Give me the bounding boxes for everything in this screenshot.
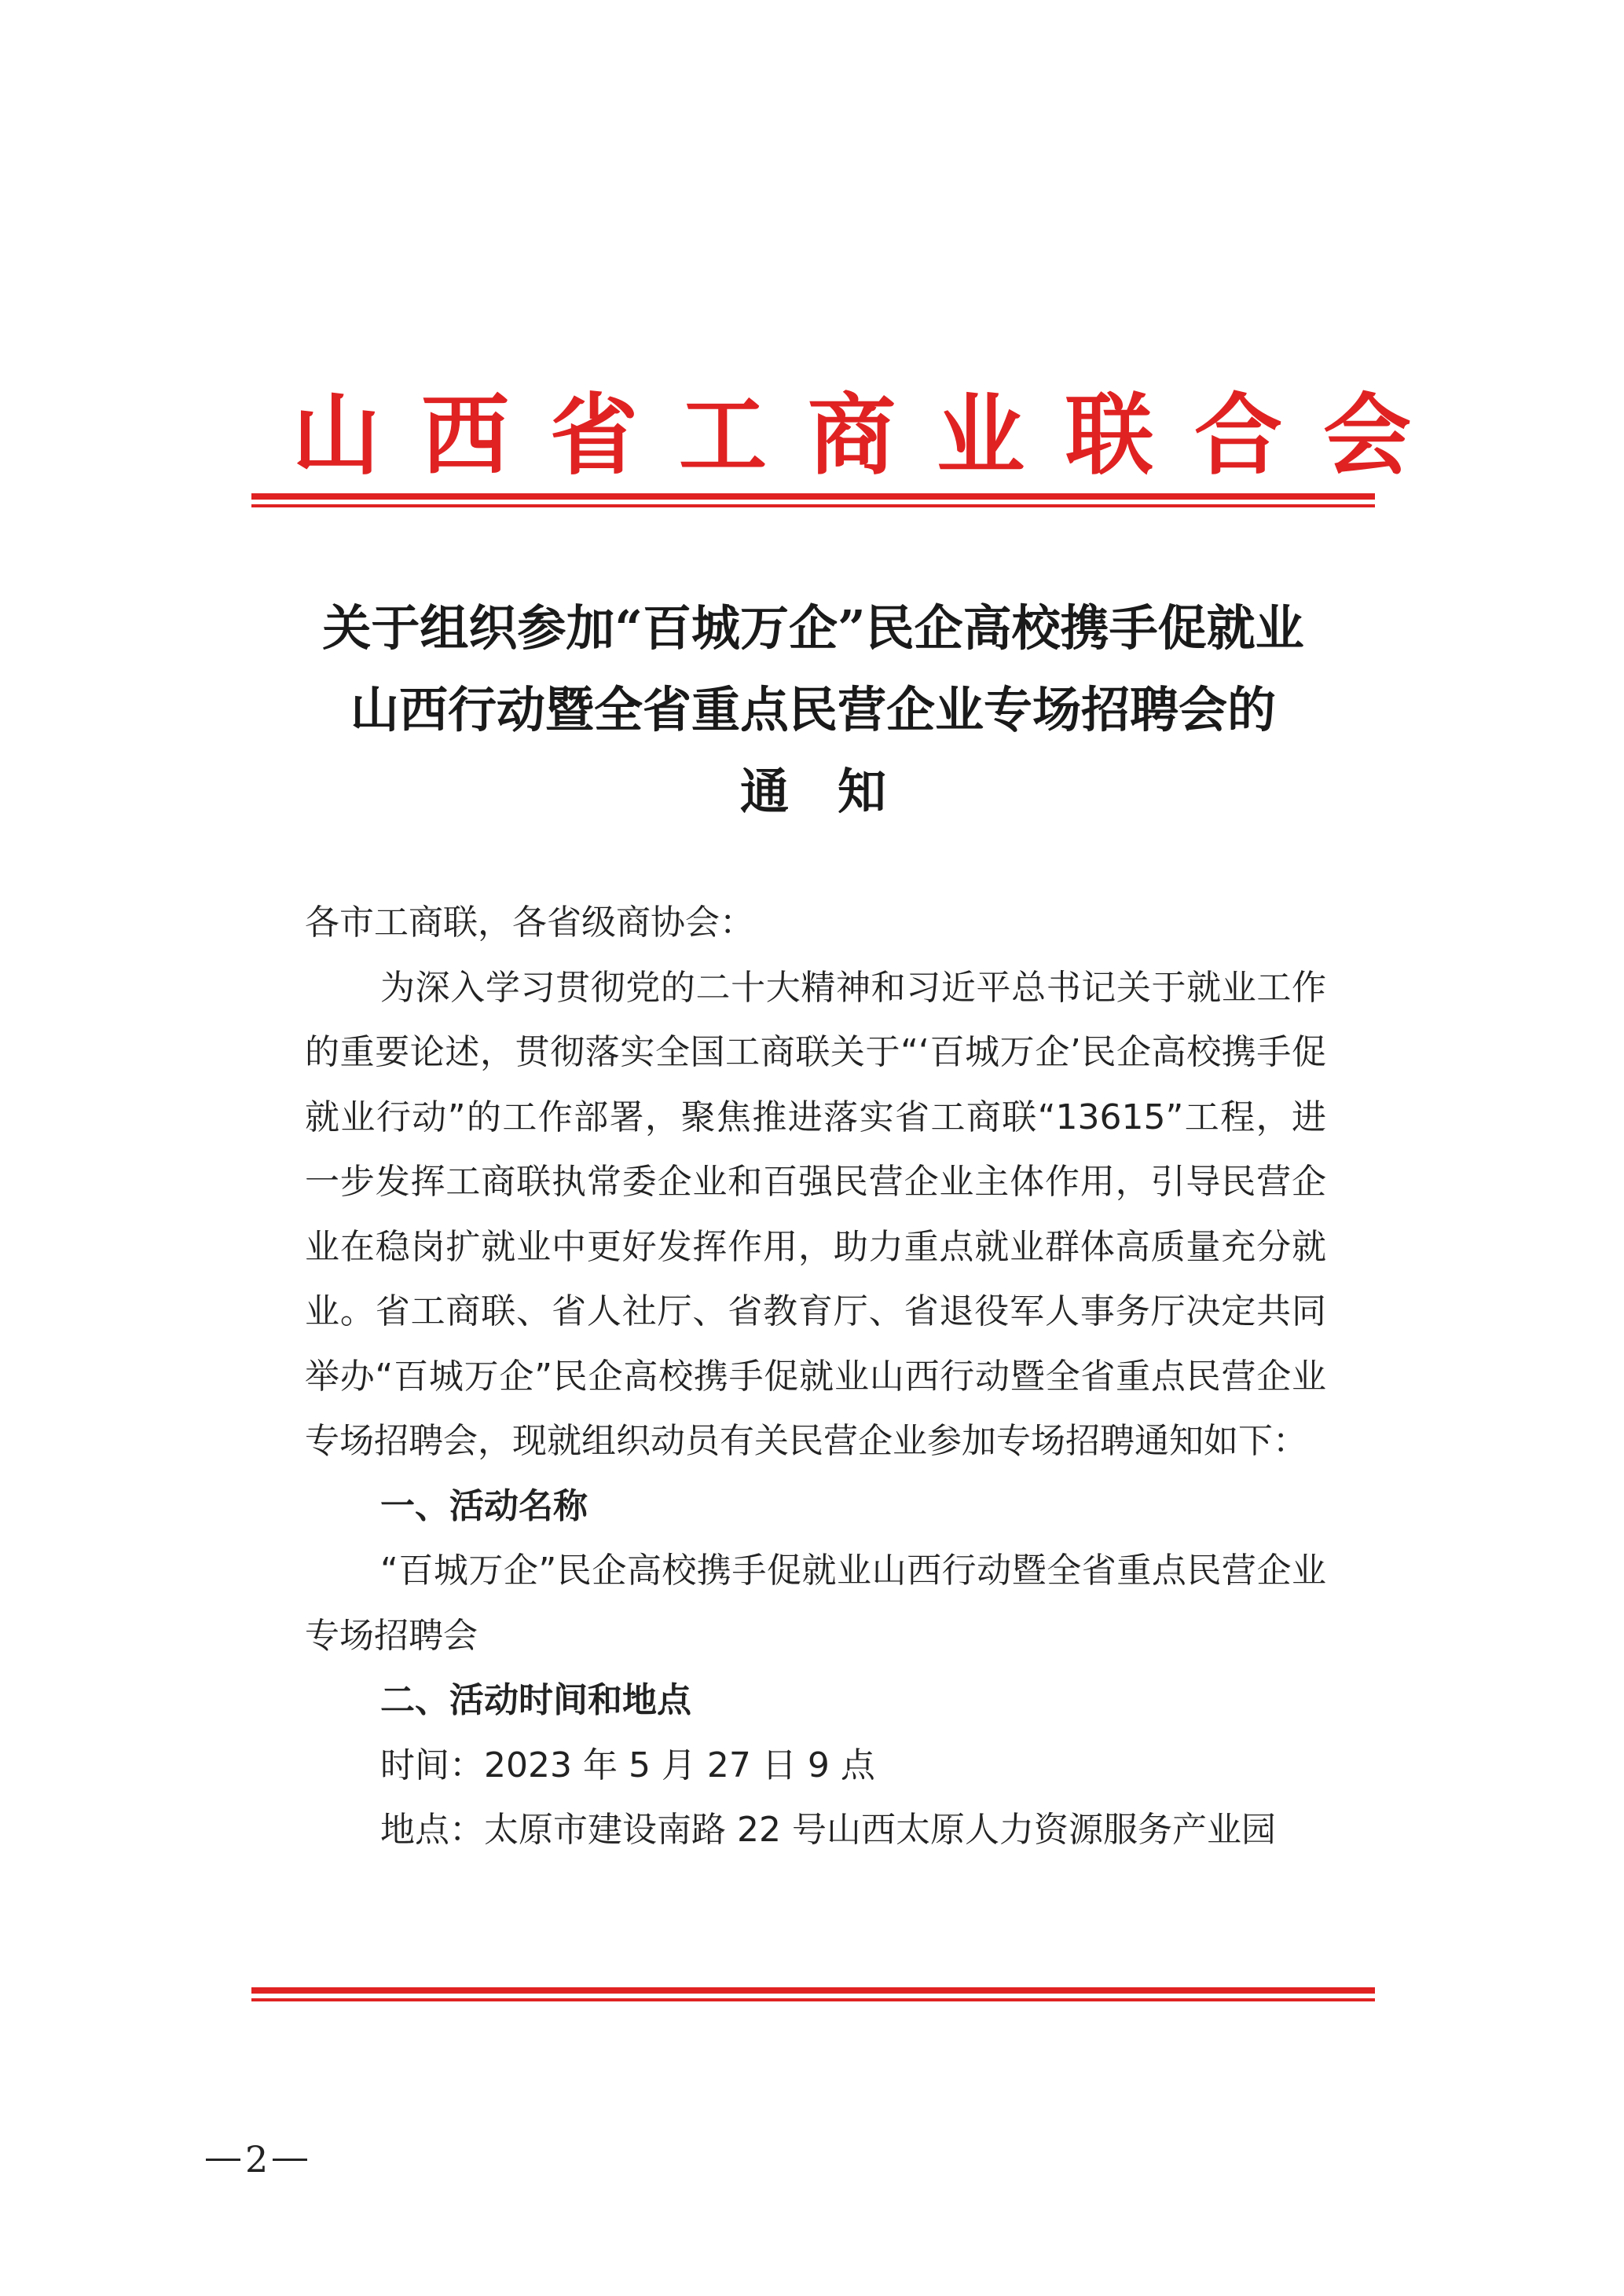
page-number [206,2138,307,2181]
page-number-value: 2 [245,2138,269,2181]
footer-red-rule [251,1987,1375,2001]
title-line-3: 通知 [739,763,935,820]
section-1-heading: 一、活动名称 [380,1485,588,1526]
letterhead-red-rule [251,493,1375,507]
section-2-heading: 二、活动时间和地点 [380,1680,691,1720]
organization-letterhead: 山西省工商业联合会 [292,384,1452,487]
document-title [251,588,1375,833]
event-place: 地点：太原市建设南路 22 号山西太原人力资源服务产业园 [380,1810,1276,1850]
document-body [305,891,1326,1863]
page-number-dash-right [273,2159,307,2161]
page-number-dash-left [206,2159,240,2161]
intro-paragraph: 为深入学习贯彻党的二十大精神和习近平总书记关于就业工作的重要论述，贯彻落实全国工商联关于“‘百城万企’民企高校携手促就业行动”的工作部署，聚焦推进落实省工商联“13615”工程，进一步发挥工商联执常委企业和百强民营企业主体作用，引导民营企业在稳岗扩就业中更好发挥作用，助力重点就业群体高质量充分就业。省工商联、省人社厅、省教育厅、省退役军人事务厅决定共同举办“百城万企”民企高校携手促就业山西行动暨全省重点民营企业专场招聘会，现就组织动员有关民营企业参加专场招聘通知如下： [305,967,1326,1461]
title-line-1: 关于组织参加“百城万企”民企高校携手促就业 [322,599,1304,657]
title-line-2: 山西行动暨全省重点民营企业专场招聘会的 [350,681,1276,738]
salutation: 各市工商联，各省级商协会： [305,903,754,943]
section-1-text: “百城万企”民企高校携手促就业山西行动暨全省重点民营企业专场招聘会 [305,1551,1326,1656]
event-time: 时间：2023 年 5 月 27 日 9 点 [380,1745,875,1785]
